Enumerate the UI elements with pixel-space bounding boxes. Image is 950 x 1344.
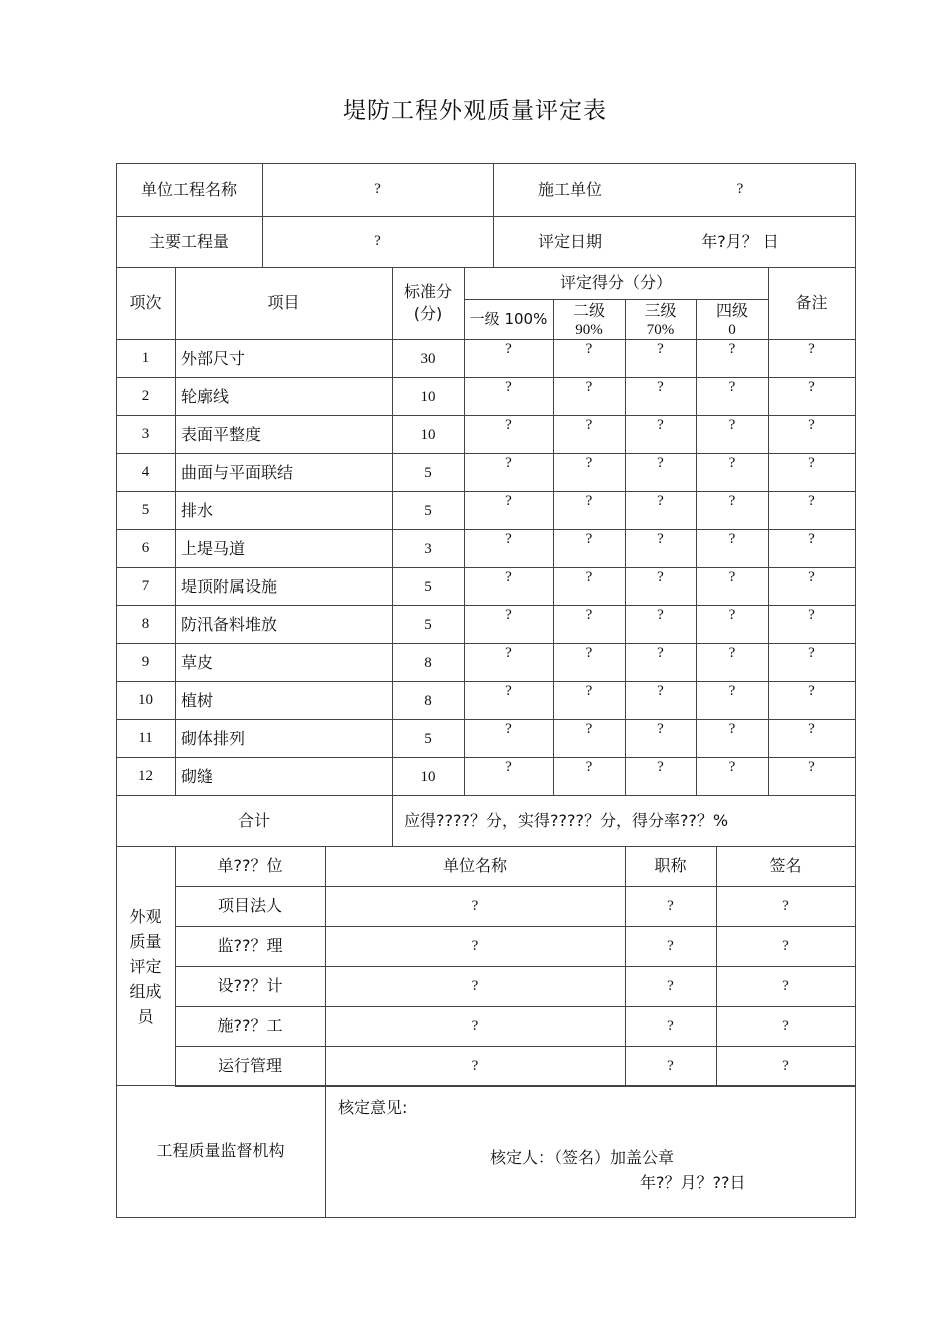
col-grade4-header-line1: 四级 — [715, 301, 748, 320]
member-sign: ? — [782, 978, 789, 994]
members-col-sign-header: 签名 — [769, 856, 802, 875]
row-standard-score: 5 — [424, 579, 432, 595]
row-index: 12 — [138, 768, 153, 784]
row-remark: ? — [808, 531, 815, 547]
row-standard-score: 8 — [424, 693, 432, 709]
member-sign: ? — [782, 1058, 789, 1074]
row-index: 10 — [138, 692, 153, 708]
row-grade3-score: ? — [657, 417, 664, 433]
row-index: 7 — [141, 578, 150, 594]
row-grade4-score: ? — [728, 379, 736, 395]
member-role: 项目法人 — [217, 896, 282, 915]
member-title: ? — [667, 978, 674, 994]
eval-date-value: 年?月？ 日 — [701, 232, 779, 251]
row-item-name: 植树 — [181, 691, 214, 710]
member-role: 监??？理 — [217, 936, 283, 955]
col-grade2-header-line2: 90% — [575, 322, 603, 338]
row-grade3-score: ? — [657, 759, 664, 775]
row-item-name: 外部尺寸 — [181, 349, 246, 368]
col-grade4-header-line2: 0 — [728, 322, 736, 338]
page-title: 堤防工程外观质量评定表 — [343, 98, 607, 124]
member-unit-name: ? — [471, 978, 479, 994]
row-grade4-score: ? — [728, 759, 736, 775]
row-grade2-score: ? — [585, 493, 593, 509]
row-grade1-score: ? — [505, 531, 512, 547]
supervision-opinion-label: 核定意见: — [338, 1098, 408, 1117]
member-unit-name: ? — [471, 1058, 479, 1074]
supervision-signer-line: 核定人：（签名）加盖公章 — [490, 1148, 675, 1167]
row-grade4-score: ? — [728, 455, 736, 471]
row-grade2-score: ? — [585, 569, 593, 585]
row-grade2-score: ? — [585, 645, 593, 661]
row-standard-score: 5 — [424, 731, 432, 747]
row-grade4-score: ? — [728, 569, 736, 585]
row-index: 8 — [141, 616, 150, 632]
row-grade4-score: ? — [728, 493, 736, 509]
row-grade1-score: ? — [505, 341, 512, 357]
row-remark: ? — [808, 455, 815, 471]
members-group-label-line: 评定 — [129, 956, 162, 976]
members-group-label-line: 员 — [137, 1006, 154, 1026]
col-remark-header: 备注 — [795, 293, 828, 312]
unit-project-label: 单位工程名称 — [140, 180, 237, 199]
row-remark: ? — [808, 493, 815, 509]
row-item-name: 防汛备料堆放 — [181, 615, 278, 634]
row-grade3-score: ? — [657, 645, 664, 661]
row-index: 2 — [141, 388, 150, 404]
member-role: 运行管理 — [217, 1056, 282, 1075]
member-title: ? — [667, 1058, 674, 1074]
row-standard-score: 10 — [420, 427, 436, 443]
col-index-header: 项次 — [129, 293, 162, 312]
row-item-name: 表面平整度 — [181, 425, 262, 444]
supervision-date-line: 年?？月？??日 — [640, 1173, 746, 1192]
member-title: ? — [667, 898, 674, 914]
members-group-label-line: 质量 — [129, 931, 162, 951]
row-grade3-score: ? — [657, 493, 664, 509]
member-sign: ? — [782, 898, 789, 914]
members-col-unit-name-header: 单位名称 — [442, 856, 507, 875]
row-index: 11 — [138, 730, 153, 746]
row-index: 3 — [141, 426, 150, 442]
contractor-label: 施工单位 — [537, 180, 602, 199]
row-grade3-score: ? — [657, 455, 664, 471]
contractor-value: ? — [736, 181, 744, 197]
col-std-header-line1: 标准分 — [403, 282, 452, 301]
row-grade3-score: ? — [657, 721, 664, 737]
row-grade1-score: ? — [505, 379, 512, 395]
members-col-unit-header: 单??？位 — [217, 856, 283, 875]
col-grade1-header: 一级 100% — [469, 310, 548, 328]
row-standard-score: 5 — [424, 465, 432, 481]
row-grade4-score: ? — [728, 417, 736, 433]
members-group-label-line: 外观 — [129, 906, 162, 926]
total-label: 合计 — [237, 811, 270, 830]
main-quantity-value: ? — [374, 233, 381, 249]
row-grade4-score: ? — [728, 607, 736, 623]
eval-date-label: 评定日期 — [537, 232, 602, 251]
row-grade2-score: ? — [585, 759, 593, 775]
row-grade2-score: ? — [585, 607, 593, 623]
row-standard-score: 30 — [420, 351, 436, 367]
row-grade3-score: ? — [657, 341, 664, 357]
row-item-name: 堤顶附属设施 — [181, 577, 278, 596]
members-group-label-line: 组成 — [129, 981, 162, 1001]
supervision-label: 工程质量监督机构 — [156, 1141, 285, 1160]
row-grade3-score: ? — [657, 607, 664, 623]
member-role: 施??？工 — [217, 1016, 283, 1035]
row-grade1-score: ? — [505, 569, 512, 585]
main-quantity-label: 主要工程量 — [148, 232, 229, 251]
row-remark: ? — [808, 645, 815, 661]
row-grade1-score: ? — [505, 417, 512, 433]
row-grade3-score: ? — [657, 683, 664, 699]
member-title: ? — [667, 1018, 674, 1034]
row-grade1-score: ? — [505, 607, 512, 623]
member-title: ? — [667, 938, 674, 954]
row-grade4-score: ? — [728, 645, 736, 661]
row-grade2-score: ? — [585, 341, 593, 357]
row-grade3-score: ? — [657, 531, 664, 547]
row-grade2-score: ? — [585, 683, 593, 699]
row-grade3-score: ? — [657, 379, 664, 395]
col-score-group-header: 评定得分（分） — [559, 273, 672, 292]
row-standard-score: 8 — [424, 655, 432, 671]
row-remark: ? — [808, 607, 815, 623]
col-std-header-line2: (分) — [413, 304, 443, 323]
row-grade1-score: ? — [505, 645, 512, 661]
row-grade2-score: ? — [585, 379, 593, 395]
col-grade3-header-line1: 三级 — [644, 301, 677, 320]
col-grade2-header-line1: 二级 — [572, 301, 605, 320]
row-item-name: 排水 — [181, 501, 214, 520]
row-item-name: 砌体排列 — [181, 729, 246, 748]
row-remark: ? — [808, 721, 815, 737]
member-unit-name: ? — [471, 1018, 479, 1034]
row-index: 6 — [141, 540, 150, 556]
row-grade2-score: ? — [585, 721, 593, 737]
row-item-name: 砌缝 — [181, 767, 214, 786]
row-grade1-score: ? — [505, 455, 512, 471]
row-grade1-score: ? — [505, 493, 512, 509]
row-item-name: 上堤马道 — [181, 539, 246, 558]
row-remark: ? — [808, 683, 815, 699]
row-item-name: 草皮 — [181, 653, 214, 672]
row-grade1-score: ? — [505, 683, 512, 699]
row-standard-score: 3 — [424, 541, 432, 557]
row-index: 9 — [141, 654, 150, 670]
row-remark: ? — [808, 379, 815, 395]
member-sign: ? — [782, 938, 789, 954]
row-remark: ? — [808, 341, 815, 357]
row-index: 1 — [141, 350, 150, 366]
member-sign: ? — [782, 1018, 789, 1034]
row-grade4-score: ? — [728, 341, 736, 357]
row-item-name: 轮廓线 — [181, 387, 230, 406]
row-index: 5 — [141, 502, 150, 518]
row-standard-score: 10 — [420, 769, 436, 785]
member-unit-name: ? — [471, 938, 479, 954]
row-grade1-score: ? — [505, 721, 512, 737]
row-standard-score: 5 — [424, 617, 432, 633]
members-col-title-header: 职称 — [654, 856, 687, 875]
member-unit-name: ? — [471, 898, 479, 914]
row-grade4-score: ? — [728, 683, 736, 699]
row-grade2-score: ? — [585, 531, 593, 547]
row-grade2-score: ? — [585, 455, 593, 471]
col-item-header: 项目 — [267, 293, 300, 312]
unit-project-value: ? — [374, 181, 381, 197]
row-standard-score: 5 — [424, 503, 432, 519]
row-index: 4 — [141, 464, 150, 480]
total-text: 应得????？分，实得????？分，得分率??？% — [404, 811, 729, 830]
row-grade3-score: ? — [657, 569, 664, 585]
row-item-name: 曲面与平面联结 — [181, 463, 294, 482]
row-grade4-score: ? — [728, 721, 736, 737]
col-grade3-header-line2: 70% — [646, 322, 675, 338]
row-grade4-score: ? — [728, 531, 736, 547]
row-grade2-score: ? — [585, 417, 593, 433]
row-remark: ? — [808, 759, 815, 775]
row-grade1-score: ? — [505, 759, 512, 775]
member-role: 设??？计 — [217, 976, 283, 995]
row-remark: ? — [808, 569, 815, 585]
row-remark: ? — [808, 417, 815, 433]
row-standard-score: 10 — [420, 389, 436, 405]
